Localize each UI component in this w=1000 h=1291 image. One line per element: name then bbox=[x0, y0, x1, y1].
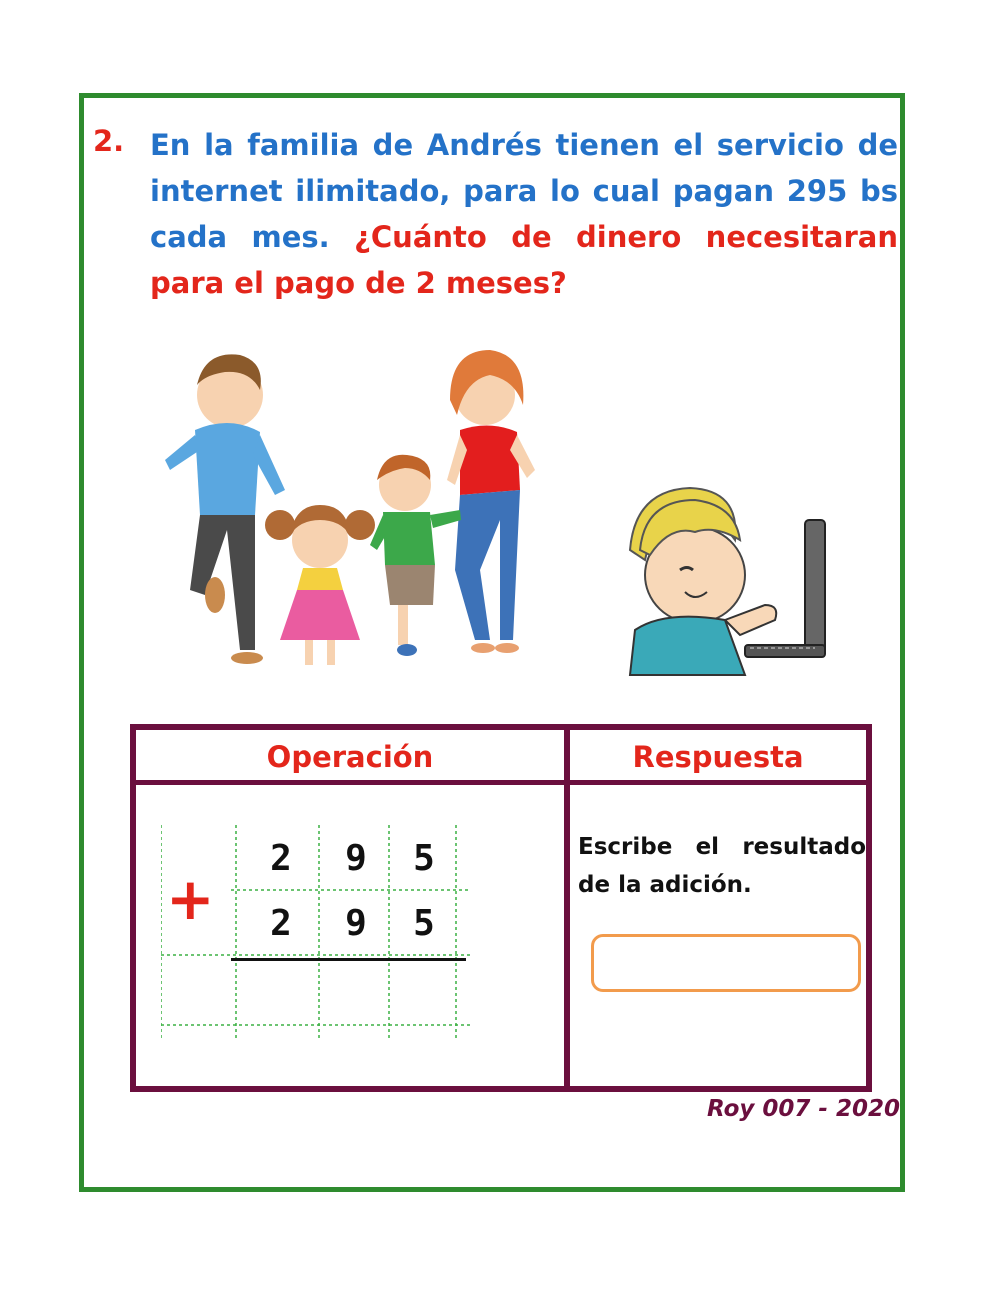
author-credit: Roy 007 - 2020 bbox=[707, 1096, 900, 1122]
boy-figure bbox=[370, 455, 461, 656]
digit-row1-tens: 9 bbox=[345, 838, 367, 879]
header-divider bbox=[136, 780, 866, 785]
answer-instruction: Escribe el resultado de la adición. bbox=[578, 834, 866, 898]
column-divider bbox=[564, 730, 570, 1086]
digit-row1-units: 5 bbox=[413, 838, 435, 879]
digit-row1-hundreds: 2 bbox=[270, 838, 292, 879]
family-illustration bbox=[155, 340, 555, 685]
father-figure bbox=[165, 354, 285, 664]
question-statement: En la familia de Andrés tienen el servicio de internet ilimitado, para lo cual pagan 295 bs cada mes. bbox=[150, 128, 898, 254]
plus-sign: + bbox=[166, 865, 215, 933]
answer-input[interactable] bbox=[591, 934, 861, 992]
question-prompt: ¿Cuánto de dinero necesitaran para el pago de 2 meses? bbox=[150, 220, 899, 300]
girl-figure bbox=[265, 505, 375, 665]
answer-header: Respuesta bbox=[632, 740, 804, 774]
question-number: 2. bbox=[93, 124, 125, 158]
mother-figure bbox=[447, 350, 535, 653]
child-at-computer-illustration bbox=[615, 480, 840, 680]
sum-line bbox=[231, 958, 466, 961]
operation-header: Operación bbox=[266, 740, 434, 774]
operation-answer-table bbox=[130, 724, 872, 1092]
digit-row2-units: 5 bbox=[413, 903, 435, 944]
question-text bbox=[150, 122, 898, 306]
digit-row2-hundreds: 2 bbox=[270, 903, 292, 944]
digit-row2-tens: 9 bbox=[345, 903, 367, 944]
